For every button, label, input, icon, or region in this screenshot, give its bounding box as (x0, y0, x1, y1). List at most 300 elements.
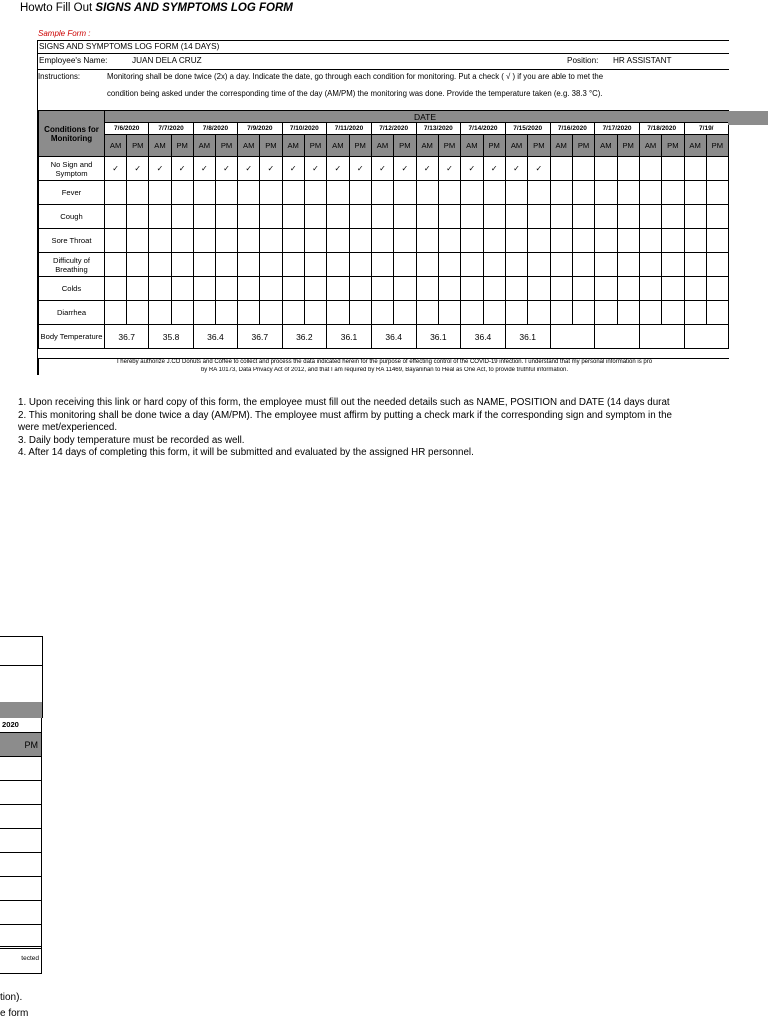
check-cell (438, 277, 460, 301)
check-cell (215, 301, 237, 325)
check-cell (282, 301, 304, 325)
check-cell (639, 205, 661, 229)
fragment-cell (0, 781, 42, 805)
pm-cell: PM (127, 135, 149, 157)
condition-row (39, 157, 729, 181)
check-cell (528, 301, 550, 325)
check-cell (550, 157, 572, 181)
check-cell (662, 277, 684, 301)
page-title (20, 2, 293, 14)
pm-cell: PM (304, 135, 326, 157)
form-heading-row (38, 40, 729, 54)
am-cell: AM (282, 135, 304, 157)
check-cell (394, 181, 416, 205)
check-cell: ✓ (127, 157, 149, 181)
check-cell (438, 205, 460, 229)
check-cell (416, 229, 438, 253)
condition-name: Colds (39, 277, 105, 301)
am-cell: AM (193, 135, 215, 157)
check-cell (260, 229, 282, 253)
check-cell: ✓ (304, 157, 326, 181)
pm-cell: PM (617, 135, 639, 157)
check-cell (416, 205, 438, 229)
check-cell (572, 301, 594, 325)
check-cell (127, 229, 149, 253)
employee-value: JUAN DELA CRUZ (132, 56, 202, 65)
check-cell (371, 277, 393, 301)
check-cell (550, 301, 572, 325)
note-1: 1. Upon receiving this link or hard copy of this form, the employee must fill out the needed details such as NAME, POSITION and DATE (14 days durat (18, 397, 670, 408)
check-cell (327, 277, 349, 301)
check-cell: ✓ (238, 157, 260, 181)
am-cell: AM (639, 135, 661, 157)
check-cell (416, 277, 438, 301)
overflow-header-fill (728, 111, 768, 125)
check-cell (238, 277, 260, 301)
check-cell (505, 205, 527, 229)
check-cell (572, 205, 594, 229)
check-cell (461, 181, 483, 205)
fragment-cell (0, 877, 42, 901)
check-cell: ✓ (394, 157, 416, 181)
check-cell (193, 277, 215, 301)
check-cell (684, 277, 706, 301)
condition-row (39, 181, 729, 205)
temperature-cell (639, 325, 684, 349)
fragment-cell (0, 757, 42, 781)
date-cell: 7/15/2020 (505, 123, 550, 135)
fragment-notice: tected (0, 946, 42, 974)
note-2-cont: were met/experienced. (18, 422, 118, 433)
check-cell (327, 229, 349, 253)
check-cell (706, 301, 728, 325)
check-cell (416, 301, 438, 325)
check-cell (349, 277, 371, 301)
check-cell (550, 181, 572, 205)
condition-name: Diarrhea (39, 301, 105, 325)
check-cell (105, 253, 127, 277)
check-cell (349, 301, 371, 325)
check-cell (483, 277, 505, 301)
date-cell: 7/7/2020 (149, 123, 193, 135)
check-cell (528, 253, 550, 277)
condition-name: Cough (39, 205, 105, 229)
check-cell (639, 229, 661, 253)
check-cell (483, 229, 505, 253)
check-cell: ✓ (505, 157, 527, 181)
pm-cell: PM (260, 135, 282, 157)
check-cell (639, 253, 661, 277)
check-cell (684, 301, 706, 325)
instructions-line-2: condition being asked under the corresponding time of the day (AM/PM) the monitoring was done. Provide the temperature taken (e.g. 38.3 °C). (107, 89, 603, 98)
employee-label: Employee's Name: (39, 56, 108, 65)
fragment-note-2: e form (0, 1008, 29, 1019)
temperature-cell (595, 325, 640, 349)
check-cell: ✓ (171, 157, 193, 181)
am-cell: AM (595, 135, 617, 157)
temperature-cell: 36.7 (105, 325, 149, 349)
date-cell: 7/8/2020 (193, 123, 237, 135)
check-cell (438, 301, 460, 325)
date-cell: 7/19/ (684, 123, 728, 135)
temperature-row (39, 325, 729, 349)
pm-cell: PM (394, 135, 416, 157)
check-cell (349, 253, 371, 277)
position-label: Position: (567, 56, 599, 65)
check-cell (461, 253, 483, 277)
pm-cell: PM (662, 135, 684, 157)
check-cell (149, 181, 171, 205)
check-cell (595, 277, 617, 301)
date-cell: 7/17/2020 (595, 123, 640, 135)
check-cell (304, 253, 326, 277)
check-cell (215, 277, 237, 301)
temperature-cell: 36.4 (371, 325, 416, 349)
am-cell: AM (371, 135, 393, 157)
check-cell (461, 277, 483, 301)
check-cell (193, 205, 215, 229)
check-cell: ✓ (282, 157, 304, 181)
title-prefix: Howto Fill Out (20, 2, 93, 14)
check-cell (349, 229, 371, 253)
check-cell (572, 229, 594, 253)
check-cell (438, 181, 460, 205)
condition-row (39, 205, 729, 229)
am-cell: AM (550, 135, 572, 157)
conditions-header: Conditions for Monitoring (39, 111, 105, 157)
condition-name: No Sign and Symptom (39, 157, 105, 181)
check-cell (127, 277, 149, 301)
notice-line-1: I hereby authorize J.CO Donuts and Coffee to collect and process the data indicated herein for the purpose of effecting control of the COVID-19 infection. I understand that my personal information is pro (116, 359, 653, 365)
check-cell (416, 253, 438, 277)
check-cell (193, 301, 215, 325)
check-cell (617, 277, 639, 301)
check-cell: ✓ (349, 157, 371, 181)
check-cell (662, 301, 684, 325)
check-cell (193, 229, 215, 253)
pm-cell: PM (349, 135, 371, 157)
check-cell (260, 277, 282, 301)
fragment-pm: PM (0, 732, 42, 757)
check-cell (595, 253, 617, 277)
check-cell (505, 253, 527, 277)
check-cell (617, 301, 639, 325)
check-cell (706, 277, 728, 301)
check-cell: ✓ (371, 157, 393, 181)
check-cell (260, 181, 282, 205)
check-cell (327, 181, 349, 205)
check-cell (394, 205, 416, 229)
temperature-cell: 36.1 (505, 325, 550, 349)
title-strong: SIGNS AND SYMPTOMS LOG FORM (95, 2, 293, 14)
check-cell (327, 205, 349, 229)
check-cell (149, 205, 171, 229)
check-cell (706, 229, 728, 253)
check-cell (662, 229, 684, 253)
check-cell (105, 301, 127, 325)
check-cell (371, 205, 393, 229)
temperature-cell: 36.7 (238, 325, 282, 349)
check-cell (238, 301, 260, 325)
am-cell: AM (461, 135, 483, 157)
date-cell: 7/10/2020 (282, 123, 327, 135)
check-cell (595, 301, 617, 325)
temperature-cell: 36.1 (327, 325, 372, 349)
temperature-cell (550, 325, 595, 349)
check-cell (238, 253, 260, 277)
check-cell (438, 229, 460, 253)
fragment-note-1: tion). (0, 992, 23, 1003)
check-cell (483, 181, 505, 205)
check-cell (215, 253, 237, 277)
fragment-date: 2020 (0, 718, 42, 732)
date-header-row (39, 111, 729, 123)
temperature-cell: 36.1 (416, 325, 461, 349)
am-cell: AM (327, 135, 349, 157)
check-cell (684, 205, 706, 229)
check-cell (550, 229, 572, 253)
check-cell (260, 253, 282, 277)
condition-row (39, 301, 729, 325)
check-cell (238, 205, 260, 229)
check-cell (684, 253, 706, 277)
temperature-cell (684, 325, 728, 349)
position-value: HR ASSISTANT (613, 56, 672, 65)
check-cell (304, 301, 326, 325)
fragment-cell (0, 805, 42, 829)
check-cell (105, 181, 127, 205)
check-cell: ✓ (438, 157, 460, 181)
check-cell (171, 181, 193, 205)
check-cell (215, 181, 237, 205)
check-cell: ✓ (105, 157, 127, 181)
check-cell (371, 181, 393, 205)
instructions-notes (18, 397, 758, 460)
sample-form (37, 40, 729, 375)
check-cell (595, 157, 617, 181)
fragment-cell (0, 853, 42, 877)
date-cell: 7/9/2020 (238, 123, 282, 135)
am-cell: AM (416, 135, 438, 157)
temperature-label: Body Temperature (39, 325, 105, 349)
date-cell: 7/12/2020 (371, 123, 416, 135)
check-cell (149, 301, 171, 325)
check-cell (394, 277, 416, 301)
check-cell (238, 181, 260, 205)
check-cell (572, 157, 594, 181)
check-cell (327, 301, 349, 325)
check-cell (639, 157, 661, 181)
check-cell (706, 157, 728, 181)
check-cell: ✓ (215, 157, 237, 181)
check-cell (394, 301, 416, 325)
fragment-date-header (0, 702, 43, 718)
check-cell: ✓ (416, 157, 438, 181)
check-cell (304, 229, 326, 253)
check-cell (505, 181, 527, 205)
check-cell: ✓ (193, 157, 215, 181)
check-cell (483, 301, 505, 325)
date-cell: 7/6/2020 (105, 123, 149, 135)
check-cell (438, 253, 460, 277)
data-privacy-notice (38, 358, 729, 375)
check-cell (662, 205, 684, 229)
am-cell: AM (505, 135, 527, 157)
am-cell: AM (105, 135, 127, 157)
check-cell: ✓ (461, 157, 483, 181)
check-cell (105, 205, 127, 229)
check-cell: ✓ (327, 157, 349, 181)
check-cell (304, 205, 326, 229)
check-cell (127, 181, 149, 205)
temperature-cell: 36.4 (193, 325, 237, 349)
check-cell (171, 277, 193, 301)
instructions-line-1: Monitoring shall be done twice (2x) a day. Indicate the date, go through each condition for monitoring. Put a check ( √ ) if you are able to met the (107, 72, 604, 81)
condition-name: Sore Throat (39, 229, 105, 253)
pm-cell: PM (171, 135, 193, 157)
check-cell (505, 229, 527, 253)
check-cell (617, 253, 639, 277)
note-4: 4. After 14 days of completing this form, it will be submitted and evaluated by the assigned HR personnel. (18, 447, 474, 458)
check-cell (238, 229, 260, 253)
check-cell (617, 181, 639, 205)
check-cell (483, 205, 505, 229)
check-cell (282, 253, 304, 277)
am-cell: AM (149, 135, 171, 157)
check-cell (706, 181, 728, 205)
check-cell (684, 229, 706, 253)
dates-row (39, 123, 729, 135)
check-cell (662, 157, 684, 181)
sample-form-label: Sample Form : (38, 29, 91, 38)
date-header: DATE (105, 111, 729, 123)
fragment-row-2 (0, 664, 43, 703)
check-cell (662, 181, 684, 205)
check-cell (327, 253, 349, 277)
pm-cell: PM (438, 135, 460, 157)
check-cell (394, 253, 416, 277)
check-cell (260, 301, 282, 325)
pm-cell: PM (572, 135, 594, 157)
fragment-row-1 (0, 636, 43, 666)
check-cell (528, 205, 550, 229)
check-cell (662, 253, 684, 277)
check-cell (706, 253, 728, 277)
check-cell (595, 229, 617, 253)
instructions-label: Instructions: (38, 72, 81, 81)
check-cell (550, 253, 572, 277)
check-cell: ✓ (149, 157, 171, 181)
check-cell (371, 229, 393, 253)
pm-cell: PM (483, 135, 505, 157)
condition-name: Fever (39, 181, 105, 205)
check-cell (304, 277, 326, 301)
check-cell (282, 205, 304, 229)
check-cell (706, 205, 728, 229)
check-cell (572, 277, 594, 301)
check-cell (149, 253, 171, 277)
date-cell: 7/14/2020 (461, 123, 506, 135)
check-cell (105, 277, 127, 301)
check-cell (617, 205, 639, 229)
check-cell (639, 181, 661, 205)
check-cell (550, 277, 572, 301)
check-cell: ✓ (528, 157, 550, 181)
check-cell (349, 205, 371, 229)
check-cell (149, 229, 171, 253)
check-cell (461, 301, 483, 325)
check-cell (461, 205, 483, 229)
note-2: 2. This monitoring shall be done twice a day (AM/PM). The employee must affirm by putting a check mark if the corresponding sign and symptom in the (18, 409, 672, 421)
check-cell (193, 253, 215, 277)
check-cell (371, 253, 393, 277)
check-cell (572, 253, 594, 277)
check-cell (260, 205, 282, 229)
check-cell (171, 205, 193, 229)
check-cell (394, 229, 416, 253)
temperature-cell: 35.8 (149, 325, 193, 349)
condition-row (39, 277, 729, 301)
condition-row (39, 253, 729, 277)
check-cell (639, 301, 661, 325)
check-cell (349, 181, 371, 205)
check-cell (595, 205, 617, 229)
check-cell (528, 277, 550, 301)
date-cell: 7/18/2020 (639, 123, 684, 135)
monitoring-table (38, 110, 729, 349)
check-cell (282, 229, 304, 253)
check-cell (171, 229, 193, 253)
check-cell (193, 181, 215, 205)
check-cell (617, 157, 639, 181)
check-cell (639, 277, 661, 301)
check-cell (282, 277, 304, 301)
date-cell: 7/11/2020 (327, 123, 372, 135)
form-heading: SIGNS AND SYMPTOMS LOG FORM (14 DAYS) (39, 42, 220, 51)
check-cell (371, 301, 393, 325)
ampm-row (39, 135, 729, 157)
check-cell (528, 229, 550, 253)
check-cell (572, 181, 594, 205)
check-cell (483, 253, 505, 277)
check-cell (127, 301, 149, 325)
check-cell (215, 229, 237, 253)
check-cell (461, 229, 483, 253)
check-cell (505, 301, 527, 325)
date-cell: 7/13/2020 (416, 123, 461, 135)
check-cell (149, 277, 171, 301)
check-cell (416, 181, 438, 205)
pm-cell: PM (528, 135, 550, 157)
check-cell (171, 301, 193, 325)
condition-name: Difficulty of Breathing (39, 253, 105, 277)
check-cell (505, 277, 527, 301)
employee-row (38, 53, 729, 70)
condition-row (39, 229, 729, 253)
check-cell (550, 205, 572, 229)
check-cell (127, 253, 149, 277)
pm-cell: PM (215, 135, 237, 157)
check-cell (282, 181, 304, 205)
check-cell (684, 181, 706, 205)
notice-line-2: by RA 10173, Data Privacy Act of 2012, and that I am required by RA 11469, Bayanihan to Heal as One Act, to provide truthful information. (200, 366, 569, 373)
check-cell (304, 181, 326, 205)
check-cell (595, 181, 617, 205)
check-cell (171, 253, 193, 277)
note-3: 3. Daily body temperature must be recorded as well. (18, 434, 245, 446)
fragment-cell (0, 901, 42, 925)
check-cell (528, 181, 550, 205)
